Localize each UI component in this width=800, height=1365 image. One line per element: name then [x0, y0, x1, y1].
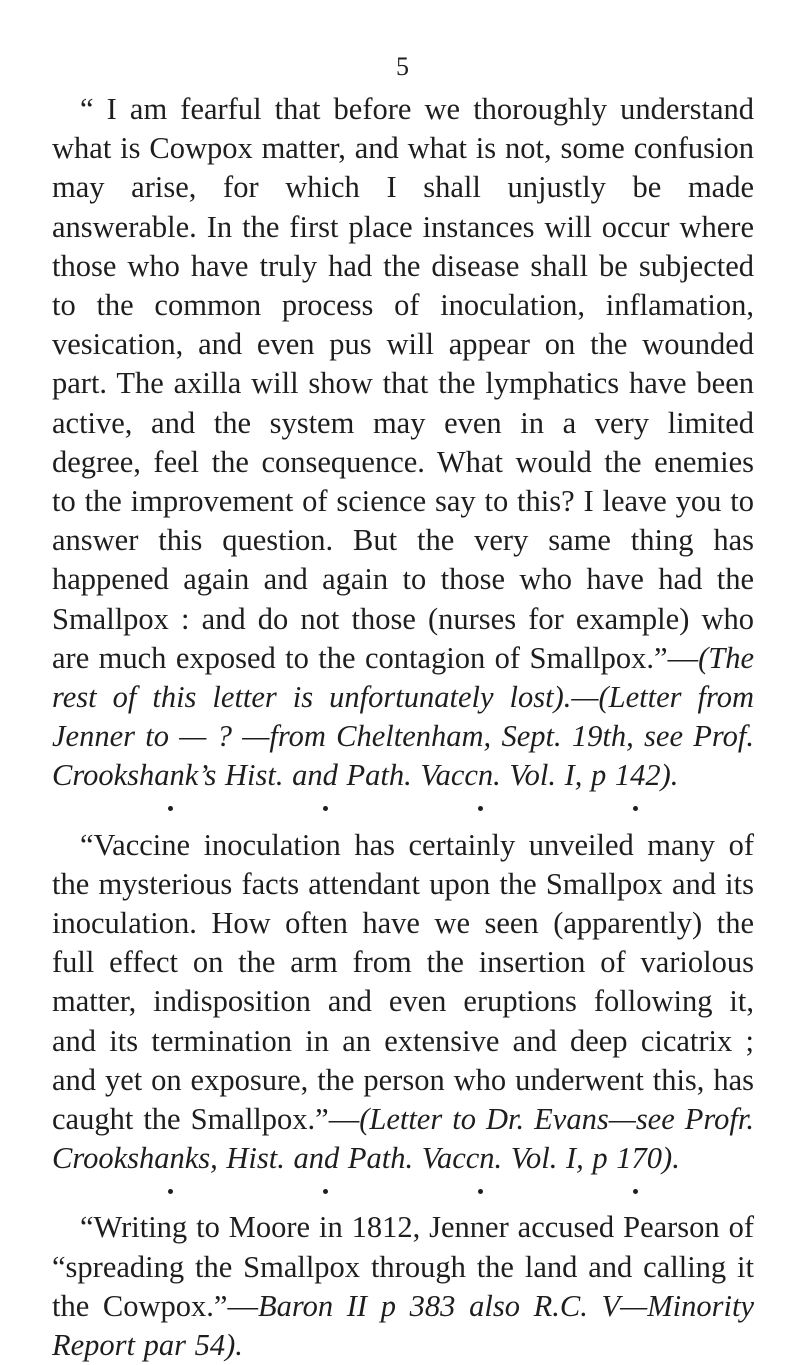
section-divider-dots: [93, 1180, 713, 1202]
quote-text: “Writing to Moore in 1812, Jenner accused Pearson of “spreading the Smallpox through the land and calling it the Cowpox.”—: [52, 1210, 754, 1323]
paragraph-vaccine-inoculation: [52, 826, 754, 1179]
section-divider-dots: [93, 798, 713, 820]
citation: (Letter to Dr. Evans—see Profr. Crookshanks, Hist. and Path. Vaccn. Vol. I, p 170).: [52, 1102, 754, 1176]
divider-dot: [323, 806, 328, 811]
quote-text: “ I am fearful that before we thoroughly understand what is Cowpox matter, and what is not, some confusion may arise, for which I shall unjustly be made answerable. In the first place instances will occur where those who have truly had the disease shall be subjected to the common process of inoculation, inflamation, vesication, and even pus will appear on the wounded part. The axilla will show that the lymphatics have been active, and the system may even in a very limited degree, feel the consequence. What would the enemies to the improvement of science say to this? I leave you to answer this question. But the very same thing has happened again and again to those who have had the Smallpox : and do not those (nurses for example) who are much exposed to the contagion of Smallpox.”—: [52, 92, 754, 675]
divider-dot: [633, 1189, 638, 1194]
citation: (The rest of this letter is unfortunately lost).—(Letter from Jenner to — ? —from Cheltenham, Sept. 19th, see Prof. Crookshank’s Hist. and Path. Vaccn. Vol. I, p 142).: [52, 640, 754, 793]
divider-dot: [168, 806, 173, 811]
citation: Baron II p 383 also R.C. V—Minority Report par 54).: [52, 1288, 754, 1363]
divider-dot: [168, 1189, 173, 1194]
paragraph-jenner-letter: [52, 90, 754, 796]
divider-dot: [478, 806, 483, 811]
paragraph-writing-to-moore: [52, 1208, 754, 1365]
quote-text: “Vaccine inoculation has certainly unveiled many of the mysterious facts attendant upon the Smallpox and its inoculation. How often have we seen (apparently) the full effect on the arm from the insertion of variolous matter, indisposition and even eruptions following it, and its termination in an extensive and deep cicatrix ; and yet on exposure, the person who underwent this, has caught the Smallpox.”—: [52, 827, 754, 1137]
divider-dot: [323, 1189, 328, 1194]
document-page: [52, 0, 754, 1365]
divider-dot: [633, 806, 638, 811]
divider-dot: [478, 1189, 483, 1194]
page-number: 5: [396, 52, 410, 81]
